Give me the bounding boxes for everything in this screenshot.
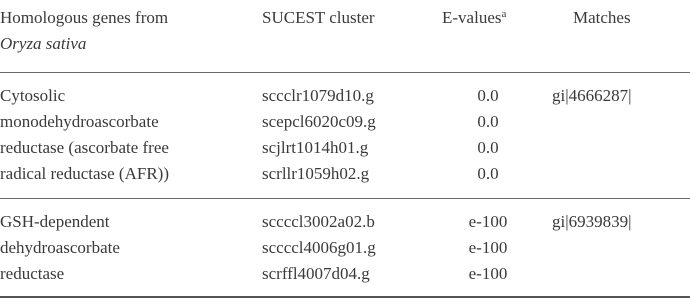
group2-description-line: GSH-dependent	[0, 212, 110, 231]
group1-cluster: scepcl6020c09.g	[262, 112, 376, 131]
group1-match: gi|4666287|	[552, 86, 632, 105]
header-homologous-genes: Homologous genes from	[0, 8, 169, 27]
group2-cluster: sccccl4006g01.g	[262, 238, 376, 257]
group1-description-line: radical reductase (AFR))	[0, 164, 169, 183]
header-sucest-cluster: SUCEST cluster	[262, 8, 375, 27]
group1-cluster: sccclr1079d10.g	[262, 86, 374, 105]
group2-evalue: e-100	[468, 264, 508, 283]
header-evalues-label: E-values	[442, 8, 502, 27]
header-matches: Matches	[573, 8, 631, 27]
group1-evalue: 0.0	[477, 138, 499, 157]
group2-match: gi|6939839|	[552, 212, 632, 231]
group1-description-line: monodehydroascorbate	[0, 112, 159, 131]
group2-evalue: e-100	[468, 212, 508, 231]
group2-cluster: scrffl4007d04.g	[262, 264, 370, 283]
group2-cluster: sccccl3002a02.b	[262, 212, 375, 231]
header-divider	[0, 72, 690, 73]
group1-evalue: 0.0	[477, 164, 499, 183]
table-bottom-rule	[0, 296, 690, 298]
header-species: Oryza sativa	[0, 34, 87, 53]
group1-description-line: reductase (ascorbate free	[0, 138, 169, 157]
header-evalues-footnote-marker: a	[501, 8, 507, 20]
group1-evalue: 0.0	[477, 86, 499, 105]
group2-evalue: e-100	[468, 238, 508, 257]
group2-description-line: dehydroascorbate	[0, 238, 120, 257]
group1-evalue: 0.0	[477, 112, 499, 131]
group1-cluster: scrllr1059h02.g	[262, 164, 370, 183]
group-divider	[0, 198, 690, 199]
group1-description-line: Cytosolic	[0, 86, 66, 105]
group1-cluster: scjlrt1014h01.g	[262, 138, 369, 157]
group2-description-line: reductase	[0, 264, 65, 283]
header-evalues	[442, 8, 506, 28]
